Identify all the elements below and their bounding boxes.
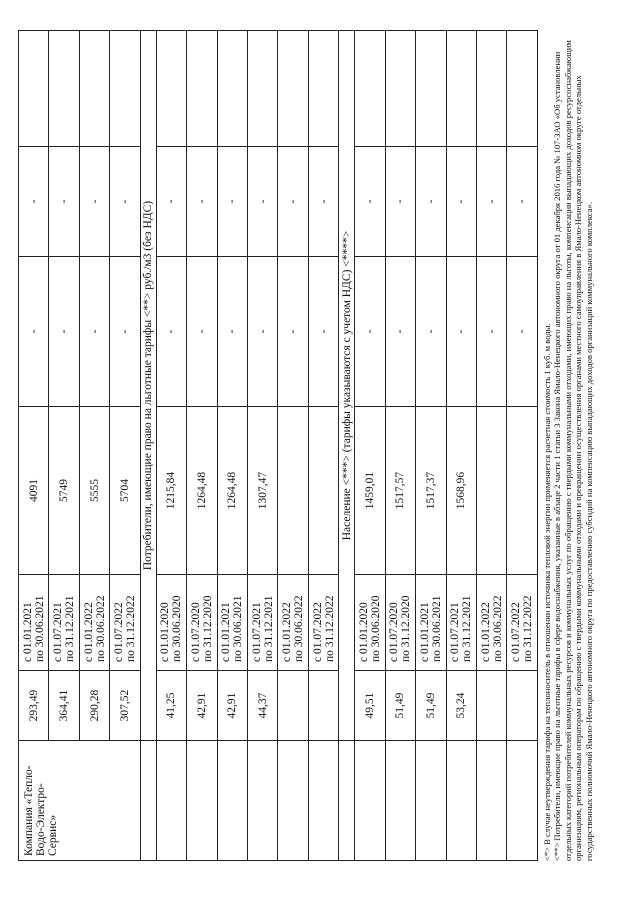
footnotes [542, 31, 594, 861]
period-cell [416, 575, 446, 671]
dash-cell: - [278, 147, 308, 257]
table-row [79, 31, 109, 861]
tariff-value-cell: 1568,96 [446, 407, 476, 575]
heat-carrier-value-cell: 51,49 [385, 671, 415, 741]
tariff-value-cell: 1459,01 [355, 407, 385, 575]
table-row [248, 31, 278, 861]
period-cell [79, 575, 109, 671]
empty-cell [248, 741, 278, 861]
empty-cell [416, 741, 446, 861]
tariff-value-cell: 1307,47 [248, 407, 278, 575]
period-end: по 30.06.2021 [430, 595, 443, 662]
table-row [49, 31, 79, 861]
period-start: с 01.07.2021 [250, 602, 263, 662]
empty-cell [217, 741, 247, 861]
period-end: по 31.12.2021 [461, 595, 474, 662]
heat-carrier-value-cell [278, 671, 308, 741]
period-cell [446, 575, 476, 671]
period-cell [156, 575, 186, 671]
tariff-value-cell [308, 407, 338, 575]
dash-cell: - [110, 257, 140, 407]
table-row [156, 31, 186, 861]
empty-cell [187, 31, 217, 147]
period-cell [385, 575, 415, 671]
empty-cell [385, 31, 415, 147]
dash-cell: - [156, 257, 186, 407]
dash-cell: - [385, 147, 415, 257]
empty-cell [507, 31, 538, 147]
dash-cell: - [110, 147, 140, 257]
dash-cell: - [217, 257, 247, 407]
table-row [187, 31, 217, 861]
empty-cell [446, 741, 476, 861]
heat-carrier-value-cell: 307,52 [110, 671, 140, 741]
empty-cell [477, 31, 507, 147]
tariff-value-cell [507, 407, 538, 575]
table-row [355, 31, 385, 861]
empty-cell [217, 31, 247, 147]
period-end: по 31.12.2020 [400, 595, 413, 662]
period-cell [507, 575, 538, 671]
empty-cell [355, 31, 385, 147]
period-start: с 01.01.2022 [281, 602, 294, 662]
period-start: с 01.01.2021 [21, 602, 34, 662]
dash-cell: - [507, 257, 538, 407]
dash-cell: - [446, 257, 476, 407]
tariff-value-cell: 1264,48 [187, 407, 217, 575]
empty-cell [339, 741, 355, 861]
dash-cell: - [187, 257, 217, 407]
empty-cell [308, 31, 338, 147]
tariff-value-cell: 1517,57 [385, 407, 415, 575]
tariff-value-cell: 1517,37 [416, 407, 446, 575]
heat-carrier-value-cell: 49,51 [355, 671, 385, 741]
heat-carrier-value-cell [507, 671, 538, 741]
dash-cell: - [49, 257, 79, 407]
heat-carrier-value-cell: 290,28 [79, 671, 109, 741]
tariff-table-wrapper [18, 31, 538, 861]
section-row-preferential [140, 31, 156, 861]
period-end: по 30.06.2020 [171, 595, 184, 662]
period-end: по 31.12.2021 [64, 595, 77, 662]
heat-carrier-value-cell: 42,91 [217, 671, 247, 741]
dash-cell: - [477, 147, 507, 257]
period-start: с 01.01.2022 [82, 602, 95, 662]
table-row [217, 31, 247, 861]
period-cell [477, 575, 507, 671]
dash-cell: - [355, 147, 385, 257]
heat-carrier-value-cell: 41,25 [156, 671, 186, 741]
tariff-table [18, 30, 538, 861]
empty-cell [79, 31, 109, 147]
period-start: с 01.01.2021 [220, 602, 233, 662]
empty-cell [248, 31, 278, 147]
empty-cell [156, 741, 186, 861]
period-cell [49, 575, 79, 671]
dash-cell: - [446, 147, 476, 257]
period-end: по 31.12.2020 [201, 595, 214, 662]
period-cell [110, 575, 140, 671]
period-cell [355, 575, 385, 671]
period-end: по 30.06.2020 [369, 595, 382, 662]
period-cell [19, 575, 49, 671]
period-start: с 01.01.2020 [159, 602, 172, 662]
dash-cell: - [79, 257, 109, 407]
period-start: с 01.01.2022 [479, 602, 492, 662]
table-row [477, 31, 507, 861]
footnote-2: <**> Потребители, имеющие право на льготные тарифы в сфере водоснабжения, указанные в абзаце 2 части 1 статьи 3 Закона Ямало-Ненецкого автономного округа от 01 декабря 2016 года № 107-ЗАО «Об установлении отдельных категорий потребителей коммунальных ресурсов и коммунальных услуг по обращению с твердыми коммунальными отходами, имеющих право на льготы, компенсации выпадающих доходов ресурсоснабжающим организациям, региональным операторам по обращению с твердыми коммунальными отходами и прекращении осуществления органами местного самоуправления в Ямало-Ненецком автономном округе отдельных государственных полномочий Ямало-Ненецкого автономного округа по предоставлению субсидий на компенсацию выпадающих доходов организаций коммунального комплекса». [552, 40, 594, 861]
tariff-value-cell [477, 407, 507, 575]
table-row [278, 31, 308, 861]
empty-cell [477, 741, 507, 861]
empty-cell [110, 31, 140, 147]
period-cell [308, 575, 338, 671]
footnote-1: <*> В случае неутверждения тарифа на теплоноситель в отношении источника тепловой энергии применяется расчетная стоимость 1 куб. м воды. [542, 323, 552, 861]
period-end: по 31.12.2022 [522, 595, 535, 662]
dash-cell: - [477, 257, 507, 407]
heat-carrier-value-cell: 44,37 [248, 671, 278, 741]
company-name-cell: Компания «Тепло-Водо-Электро-Сервис» [19, 741, 141, 861]
section-title: Население <***> (тарифы указываются с учетом НДС) <****> [339, 31, 355, 741]
empty-cell [156, 31, 186, 147]
dash-cell: - [19, 147, 49, 257]
dash-cell: - [385, 257, 415, 407]
period-cell [187, 575, 217, 671]
period-end: по 31.12.2022 [125, 595, 138, 662]
dash-cell: - [416, 147, 446, 257]
tariff-value-cell: 1264,48 [217, 407, 247, 575]
period-end: по 30.06.2021 [232, 595, 245, 662]
empty-cell [187, 741, 217, 861]
dash-cell: - [278, 257, 308, 407]
period-end: по 30.06.2021 [33, 595, 46, 662]
heat-carrier-value-cell [477, 671, 507, 741]
dash-cell: - [156, 147, 186, 257]
dash-cell: - [507, 147, 538, 257]
period-start: с 01.01.2020 [357, 602, 370, 662]
dash-cell: - [308, 147, 338, 257]
dash-cell: - [19, 257, 49, 407]
dash-cell: - [355, 257, 385, 407]
empty-cell [278, 741, 308, 861]
period-start: с 01.07.2020 [388, 602, 401, 662]
empty-cell [278, 31, 308, 147]
heat-carrier-value-cell: 51,49 [416, 671, 446, 741]
table-row [110, 31, 140, 861]
table-row [385, 31, 415, 861]
tariff-table-body [19, 31, 538, 861]
empty-cell [140, 741, 156, 861]
period-start: с 01.01.2021 [418, 602, 431, 662]
empty-cell [416, 31, 446, 147]
tariff-value-cell [278, 407, 308, 575]
period-end: по 30.06.2022 [293, 595, 306, 662]
empty-cell [446, 31, 476, 147]
period-start: с 01.07.2021 [52, 602, 65, 662]
dash-cell: - [79, 147, 109, 257]
period-end: по 30.06.2022 [94, 595, 107, 662]
empty-cell [355, 741, 385, 861]
tariff-value-cell: 5704 [110, 407, 140, 575]
tariff-value-cell: 1215,84 [156, 407, 186, 575]
dash-cell: - [416, 257, 446, 407]
heat-carrier-value-cell [308, 671, 338, 741]
dash-cell: - [248, 147, 278, 257]
empty-cell [49, 31, 79, 147]
section-row-population [339, 31, 355, 861]
tariff-value-cell: 5555 [79, 407, 109, 575]
period-start: с 01.07.2022 [311, 602, 324, 662]
dash-cell: - [248, 257, 278, 407]
dash-cell: - [187, 147, 217, 257]
table-row [308, 31, 338, 861]
period-start: с 01.07.2021 [449, 602, 462, 662]
heat-carrier-value-cell: 53,24 [446, 671, 476, 741]
table-row [19, 31, 49, 861]
period-end: по 31.12.2021 [262, 595, 275, 662]
period-start: с 01.07.2022 [510, 602, 523, 662]
period-end: по 30.06.2022 [491, 595, 504, 662]
section-title: Потребители, имеющие право на льготные тарифы <**> руб./м3 (без НДС) [140, 31, 156, 741]
period-cell [248, 575, 278, 671]
heat-carrier-value-cell: 42,91 [187, 671, 217, 741]
period-start: с 01.07.2020 [189, 602, 202, 662]
table-row [507, 31, 538, 861]
empty-cell [308, 741, 338, 861]
table-row [416, 31, 446, 861]
tariff-value-cell: 4091 [19, 407, 49, 575]
period-start: с 01.07.2022 [113, 602, 126, 662]
empty-cell [507, 741, 538, 861]
empty-cell [385, 741, 415, 861]
dash-cell: - [308, 257, 338, 407]
empty-cell [19, 31, 49, 147]
dash-cell: - [217, 147, 247, 257]
tariff-value-cell: 5749 [49, 407, 79, 575]
heat-carrier-value-cell: 364,41 [49, 671, 79, 741]
heat-carrier-value-cell: 293,49 [19, 671, 49, 741]
period-cell [217, 575, 247, 671]
period-end: по 31.12.2022 [323, 595, 336, 662]
dash-cell: - [49, 147, 79, 257]
table-row [446, 31, 476, 861]
period-cell [278, 575, 308, 671]
